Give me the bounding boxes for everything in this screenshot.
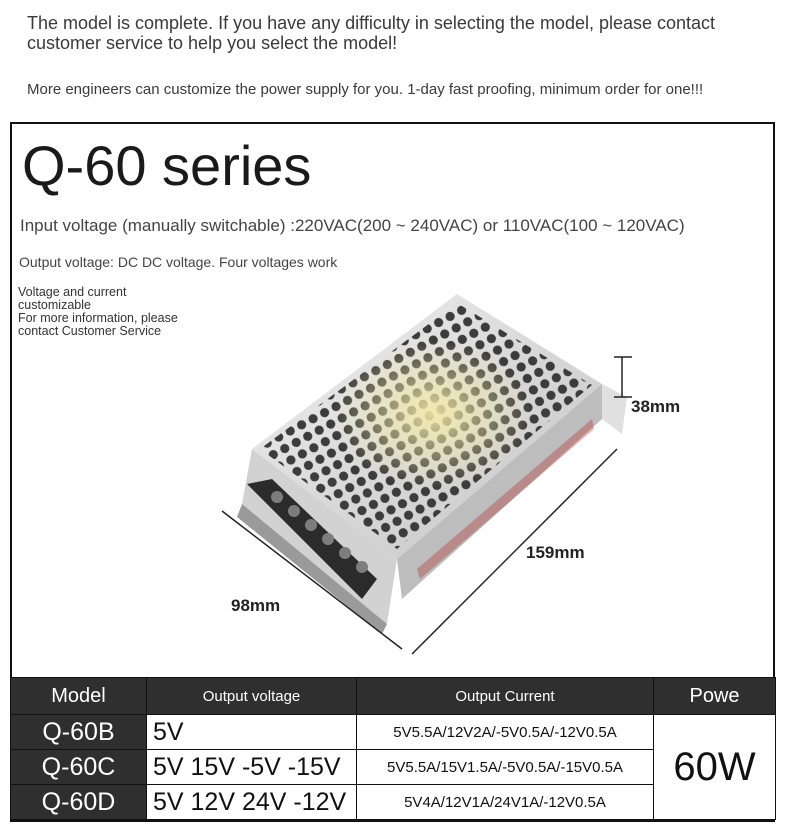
current-cell: 5V5.5A/15V1.5A/-5V0.5A/-15V0.5A: [357, 750, 654, 785]
model-cell: Q-60D: [11, 785, 147, 820]
power-supply-image: [202, 279, 772, 664]
model-cell: Q-60B: [11, 715, 147, 750]
intro-text: The model is complete. If you have any difficulty in selecting the model, please contact customer service to help you select the model!: [27, 13, 716, 53]
voltage-cell: 5V 15V -5V -15V: [147, 750, 357, 785]
output-voltage-text: Output voltage: DC DC voltage. Four voltages work: [19, 254, 338, 270]
power-cell: 60W: [654, 715, 776, 820]
input-voltage-text: Input voltage (manually switchable) :220VAC(200 ~ 240VAC) or 110VAC(100 ~ 120VAC): [20, 216, 685, 235]
customize-note: More engineers can customize the power supply for you. 1-day fast proofing, minimum order for one!!!: [27, 81, 704, 98]
width-dimension-label: 98mm: [231, 596, 281, 615]
custom-note: [18, 286, 208, 338]
height-dimension-label: 38mm: [631, 397, 681, 416]
custom-note-line: For more information, please: [18, 311, 178, 325]
model-cell: Q-60C: [11, 750, 147, 785]
custom-note-line: customizable: [18, 298, 91, 312]
voltage-cell: 5V: [147, 715, 357, 750]
header-output-voltage: Output voltage: [147, 678, 357, 715]
current-cell: 5V4A/12V1A/24V1A/-12V0.5A: [357, 785, 654, 820]
table-row: [11, 715, 776, 750]
header-model: Model: [11, 678, 147, 715]
header-output-current: Output Current: [357, 678, 654, 715]
voltage-cell: 5V 12V 24V -12V: [147, 785, 357, 820]
length-dimension-label: 159mm: [526, 543, 585, 562]
custom-note-line: Voltage and current: [18, 285, 127, 299]
spec-table: [10, 677, 776, 820]
series-title: Q-60 series: [22, 134, 312, 197]
current-cell: 5V5.5A/12V2A/-5V0.5A/-12V0.5A: [357, 715, 654, 750]
header-power: Powe: [654, 678, 776, 715]
custom-note-line: contact Customer Service: [18, 324, 162, 338]
